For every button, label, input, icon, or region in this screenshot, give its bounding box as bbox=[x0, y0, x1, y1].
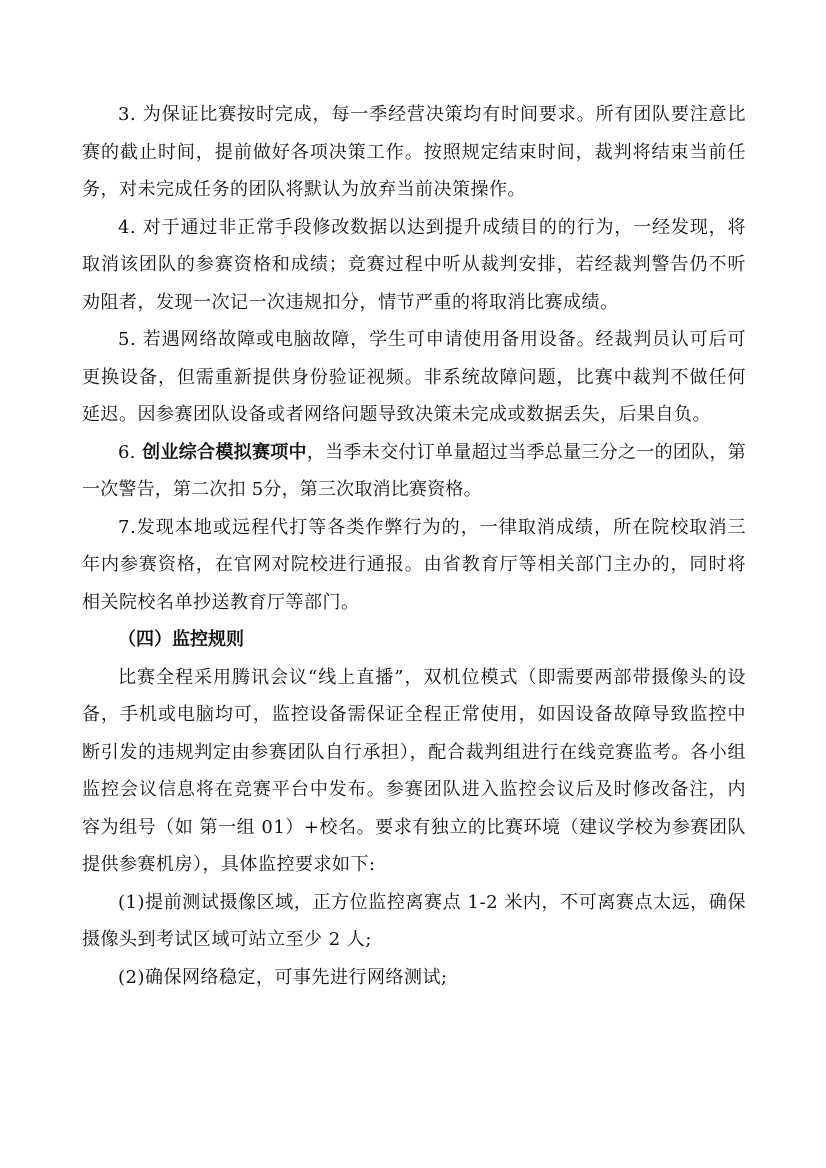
rule-6-text: ，当季未交付订单量超过当季总量三分之一的团队，第一次警告，第二次扣 5分，第三次取消比赛资格。 bbox=[82, 441, 746, 500]
rule-5-text: 若遇网络故障或电脑故障，学生可申请使用备用设备。经裁判员认可后可更换设备，但需重新提供身份验证视频。非系统故障问题，比赛中裁判不做任何延迟。因参赛团队设备或者网络问题导致决策未完成或数据丢失，后果自负。 bbox=[82, 329, 746, 425]
rule-3 bbox=[82, 96, 746, 209]
section-intro: 比赛全程采用腾讯会议“线上直播”，双机位模式（即需要两部带摄像头的设备，手机或电脑均可，监控设备需保证全程正常使用，如因设备故障导致监控中断引发的违规判定由参赛团队自行承担），配合裁判组进行在线竞赛监考。各小组监控会议信息将在竞赛平台中发布。参赛团队进入监控会议后及时修改备注，内容为组号（如 第一组 01）+校名。要求有独立的比赛环境（建议学校为参赛团队提供参赛机房），具体监控要求如下: bbox=[82, 666, 746, 875]
monitor-item-1: (1)提前测试摄像区域，正方位监控离赛点 1-2 米内，不可离赛点太远，确保摄像头到考试区域可站立至少 2 人; bbox=[82, 891, 746, 950]
rule-4-text: 对于通过非正常手段修改数据以达到提升成绩目的的行为，一经发现，将取消该团队的参赛资格和成绩；竞赛过程中听从裁判安排，若经裁判警告仍不听劝阻者，发现一次记一次违规扣分，情节严重的将取消比赛成绩。 bbox=[82, 216, 746, 313]
rule-7-number: 7. bbox=[118, 516, 137, 538]
rule-5 bbox=[82, 321, 746, 434]
rule-7-text: 发现本地或远程代打等各类作弊行为的，一律取消成绩，所在院校取消三年内参赛资格，在官网对院校进行通报。由省教育厅等相关部门主办的，同时将相关院校名单抄送教育厅等部门。 bbox=[82, 516, 746, 613]
monitor-item-2: (2)确保网络稳定，可事先进行网络测试; bbox=[118, 966, 448, 988]
rule-4 bbox=[82, 209, 746, 322]
rule-7 bbox=[82, 509, 746, 622]
section-heading: （四）监控规则 bbox=[118, 629, 244, 650]
document-body bbox=[82, 96, 746, 996]
rule-4-number: 4. bbox=[118, 216, 137, 238]
rule-3-text: 为保证比赛按时完成，每一季经营决策均有时间要求。所有团队要注意比赛的截止时间，提前做好各项决策工作。按照规定结束时间，裁判将结束当前任务，对未完成任务的团队将默认为放弃当前决策操作。 bbox=[82, 104, 746, 200]
rule-6-bold-title: 创业综合模拟赛项中 bbox=[135, 441, 307, 463]
rule-6-number: 6. bbox=[118, 441, 136, 463]
rule-5-number: 5. bbox=[118, 329, 137, 350]
rule-6 bbox=[82, 434, 746, 509]
rule-3-number: 3. bbox=[118, 104, 137, 125]
